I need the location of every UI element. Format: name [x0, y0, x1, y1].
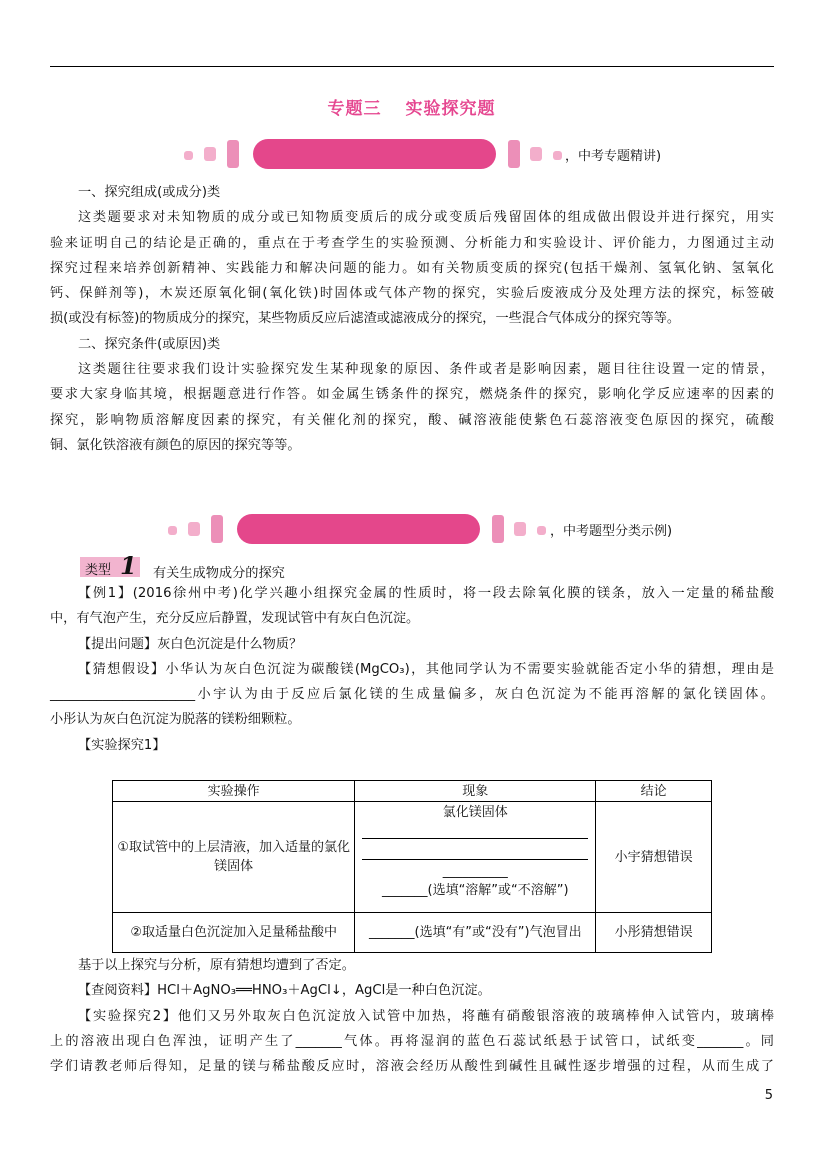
- table-row: [113, 802, 712, 913]
- section-heading: 二、探究条件(或原因)类: [78, 336, 221, 352]
- table-header: 实验操作: [113, 781, 355, 802]
- page-title: [0, 94, 823, 119]
- table-header: 现象: [355, 781, 596, 802]
- phenomenon-text: _______(选填“溶解”或“不溶解”): [382, 883, 569, 898]
- paragraph-line: 探究过程来培养创新精神、实践能力和解决问题的能力。如有关物质变质的探究(包括干燥剂、氢氧化钠、氢氧化: [50, 260, 774, 276]
- example-1: [50, 581, 774, 758]
- banner-square: [530, 147, 542, 161]
- paragraph-line: 【提出问题】灰白色沉淀是什么物质？: [78, 636, 303, 652]
- paragraph-line: 【查阅资料】HCl＋AgNO₃══HNO₃＋AgCl↓，AgCl是一种白色沉淀。: [78, 983, 491, 999]
- banner-square: [204, 147, 216, 161]
- banner-caption: ，中考题型分类示例): [550, 524, 673, 539]
- paragraph-line: 这类题往往要求我们设计实验探究发生某种现象的原因、条件或者是影响因素，题目往往设置一定的情景，: [78, 362, 774, 378]
- banner-square: [492, 515, 504, 543]
- answer-blank: __________: [442, 864, 508, 879]
- banner-pill: [237, 514, 480, 544]
- type-tag: [80, 551, 140, 580]
- table-cell: ①取试管中的上层清液，加入适量的氯化镁固体: [113, 802, 355, 913]
- section-banner-2: [0, 512, 823, 546]
- top-rule: [50, 66, 774, 67]
- type-tag-number: 1: [120, 551, 137, 580]
- answer-blank: [362, 845, 588, 860]
- paragraph-line: 基于以上探究与分析，原有猜想均遭到了否定。: [78, 958, 355, 973]
- paragraph-line: 这类题要求对未知物质的成分或已知物质变质后的成分或变质后残留固体的组成做出假设并进行探究，用实: [78, 210, 774, 226]
- section-1: [50, 180, 774, 458]
- paragraph-line: 【实验探究2】他们又另外取灰白色沉淀放入试管中加热，将蘸有硝酸银溶液的玻璃棒伸入试管内，玻璃棒: [78, 1008, 774, 1024]
- banner-square: [537, 526, 546, 535]
- example-1-continued: [50, 953, 774, 1079]
- paragraph-line: 验来证明自己的结论是正确的，重点在于考查学生的实验预测、分析能力和实验设计、评价能力，力图通过主动: [50, 235, 774, 251]
- paragraph-line: 损(或没有标签)的物质成分的探究，某些物质反应后滤渣或滤液成分的探究，一些混合气体成分的探究等等。: [50, 311, 681, 327]
- paragraph-line: 学们请教老师后得知，足量的镁与稀盐酸反应时，溶液会经历从酸性到碱性且碱性逐步增强的过程，从而生成了: [50, 1059, 774, 1075]
- paragraph-line: 【例1】(2016徐州中考)化学兴趣小组探究金属的性质时，将一段去除氧化膜的镁条，放入一定量的稀盐酸: [78, 586, 774, 601]
- answer-blank: [362, 824, 588, 839]
- table-cell: [355, 802, 596, 913]
- section-banner-1: [0, 137, 823, 171]
- page-number: 5: [764, 1088, 773, 1103]
- table-cell: _______(选填“有”或“没有”)气泡冒出: [355, 913, 596, 953]
- type-tag-label: 类型: [85, 563, 112, 578]
- paragraph-line: 中，有气泡产生，充分反应后静置，发现试管中有灰白色沉淀。: [50, 611, 420, 627]
- banner-square: [508, 140, 520, 168]
- section-heading: 一、探究组成(或成分)类: [78, 185, 221, 200]
- paragraph-line: 上的溶液出现白色浑浊，证明产生了_______气体。再将湿润的蓝色石蕊试纸悬于试管口，试纸变_______。同: [50, 1033, 774, 1049]
- title-part2: 实验探究题: [405, 99, 496, 119]
- banner-square: [168, 526, 177, 535]
- paragraph-line: 小彤认为灰白色沉淀为脱落的镁粉细颗粒。: [50, 712, 301, 728]
- paragraph-line: 铜、氯化铁溶液有颜色的原因的探究等等。: [50, 437, 301, 453]
- banner-square: [227, 140, 239, 168]
- table-header-row: [113, 781, 712, 802]
- banner-square: [514, 522, 526, 536]
- table-row: [113, 913, 712, 953]
- banner-square: [184, 151, 193, 160]
- paragraph-line: 要求大家身临其境，根据题意进行作答。如金属生锈条件的探究，燃烧条件的探究，影响化学反应速率的因素的: [50, 387, 774, 403]
- table-header: 结论: [596, 781, 712, 802]
- paragraph-line: 【猜想假设】小华认为灰白色沉淀为碳酸镁(MgCO₃)，其他同学认为不需要实验就能否定小华的猜想，理由是: [78, 661, 774, 677]
- paragraph-line: 【实验探究1】: [78, 737, 166, 753]
- banner-caption: ，中考专题精讲): [565, 149, 662, 164]
- banner-pill: [253, 139, 496, 169]
- banner-square: [553, 151, 562, 160]
- table-cell: 小宇猜想错误: [596, 802, 712, 913]
- banner-square: [188, 522, 200, 536]
- paragraph-line: 钙、保鲜剂等)，木炭还原氧化铜(氧化铁)时固体或气体产物的探究，实验后废液成分及处理方法的探究，标签破: [50, 286, 774, 302]
- phenomenon-text: 氯化镁固体: [442, 805, 508, 820]
- paragraph-line: 探究，影响物质溶解度因素的探究，有关催化剂的探究，酸、碱溶液能使紫色石蕊溶液变色原因的探究，硫酸: [50, 412, 774, 428]
- paragraph-line: ______________________小宇认为由于反应后氯化镁的生成量偏多，灰白色沉淀为不能再溶解的氯化镁固体。: [50, 687, 774, 703]
- table-cell: 小彤猜想错误: [596, 913, 712, 953]
- title-part1: 专题三: [327, 99, 382, 119]
- type-title: 有关生成物成分的探究: [153, 566, 285, 581]
- table-cell: ②取适量白色沉淀加入足量稀盐酸中: [113, 913, 355, 953]
- experiment-table: [112, 780, 712, 953]
- banner-square: [211, 515, 223, 543]
